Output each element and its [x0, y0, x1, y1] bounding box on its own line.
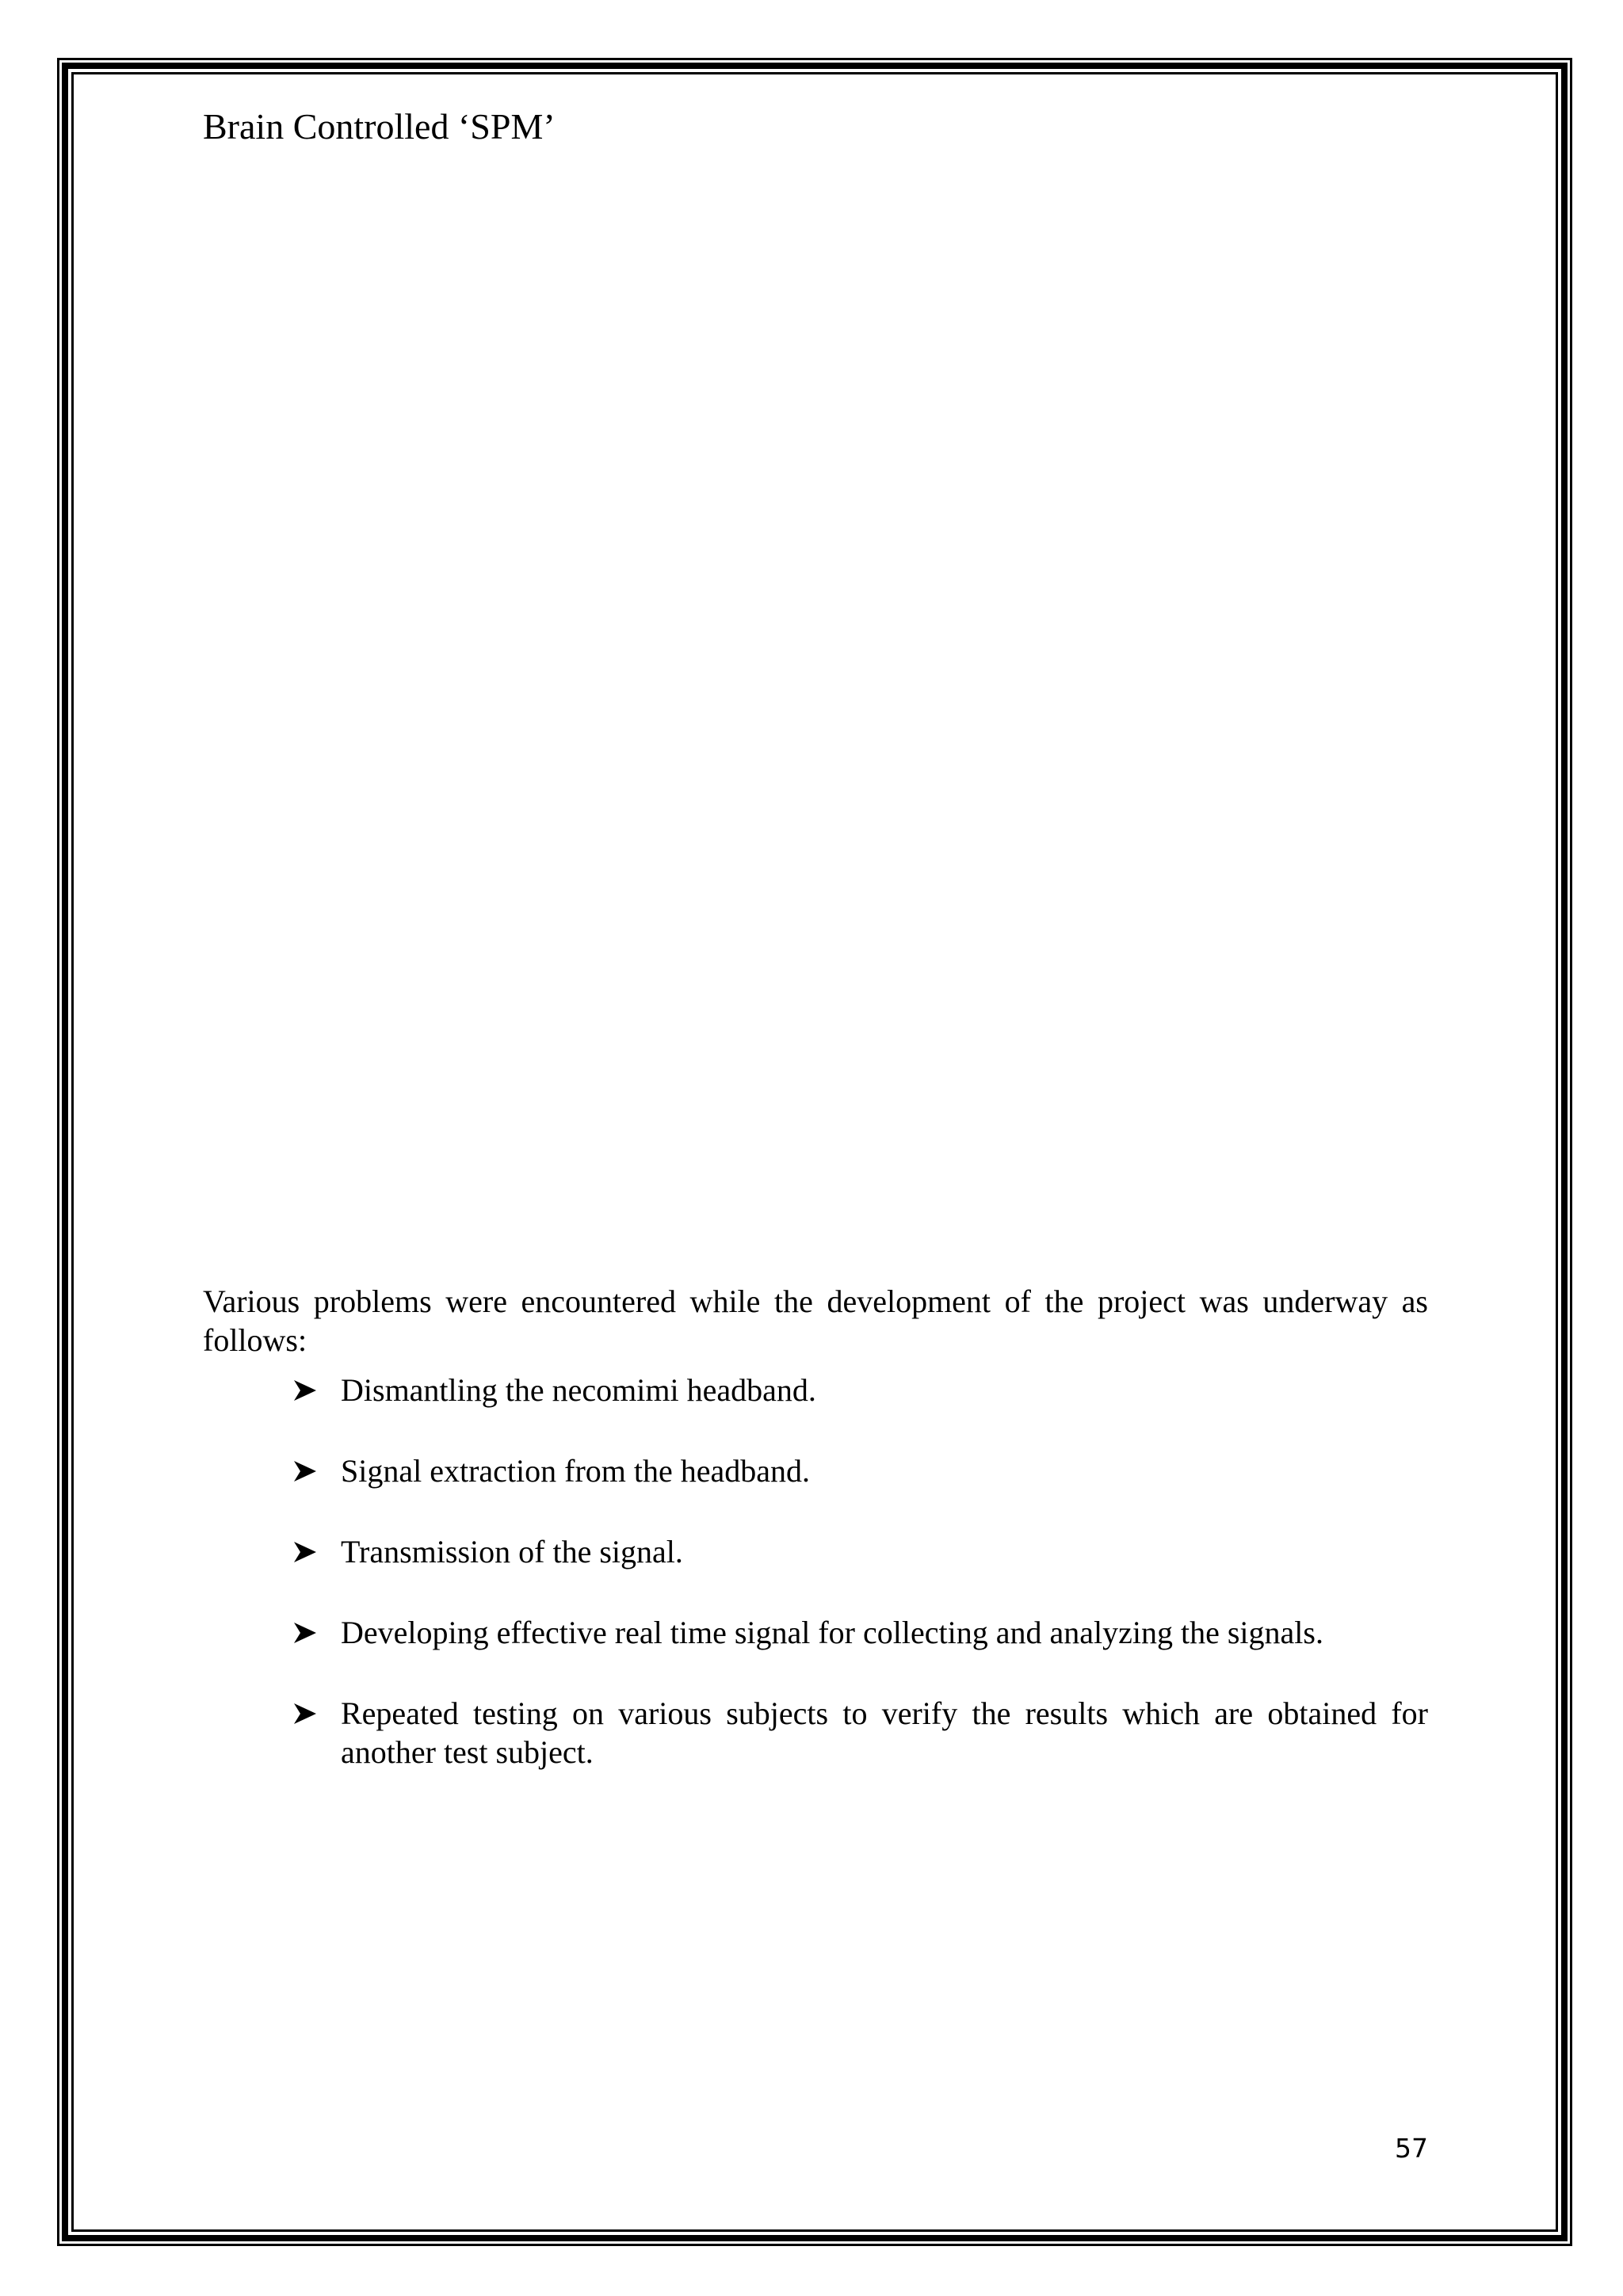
- list-item-text: Dismantling the necomimi headband.: [341, 1372, 816, 1408]
- list-item: [203, 1371, 1428, 1409]
- intro-paragraph: Various problems were encountered while the development of the project was underway as follows:: [203, 1283, 1428, 1358]
- list-item: [203, 1613, 1428, 1652]
- arrowhead-bullet-icon: [293, 1371, 325, 1409]
- list-item: [203, 1451, 1428, 1490]
- page-border-inner: [71, 72, 1558, 2232]
- arrowhead-bullet-icon: [293, 1613, 325, 1652]
- list-item: [203, 1694, 1428, 1772]
- page-number: 57: [1395, 2133, 1428, 2164]
- arrowhead-bullet-icon: [293, 1694, 325, 1733]
- list-item-text: Signal extraction from the headband.: [341, 1453, 811, 1489]
- problem-list: [203, 1371, 1428, 1814]
- list-item-text: Transmission of the signal.: [341, 1534, 683, 1569]
- arrowhead-bullet-icon: [293, 1532, 325, 1571]
- arrowhead-bullet-icon: [293, 1451, 325, 1490]
- list-item-text: Repeated testing on various subjects to verify the results which are obtained for another test subject.: [341, 1695, 1428, 1770]
- page-header-title: Brain Controlled ‘SPM’: [203, 106, 556, 147]
- list-item-text: Developing effective real time signal for collecting and analyzing the signals.: [341, 1615, 1323, 1650]
- list-item: [203, 1532, 1428, 1571]
